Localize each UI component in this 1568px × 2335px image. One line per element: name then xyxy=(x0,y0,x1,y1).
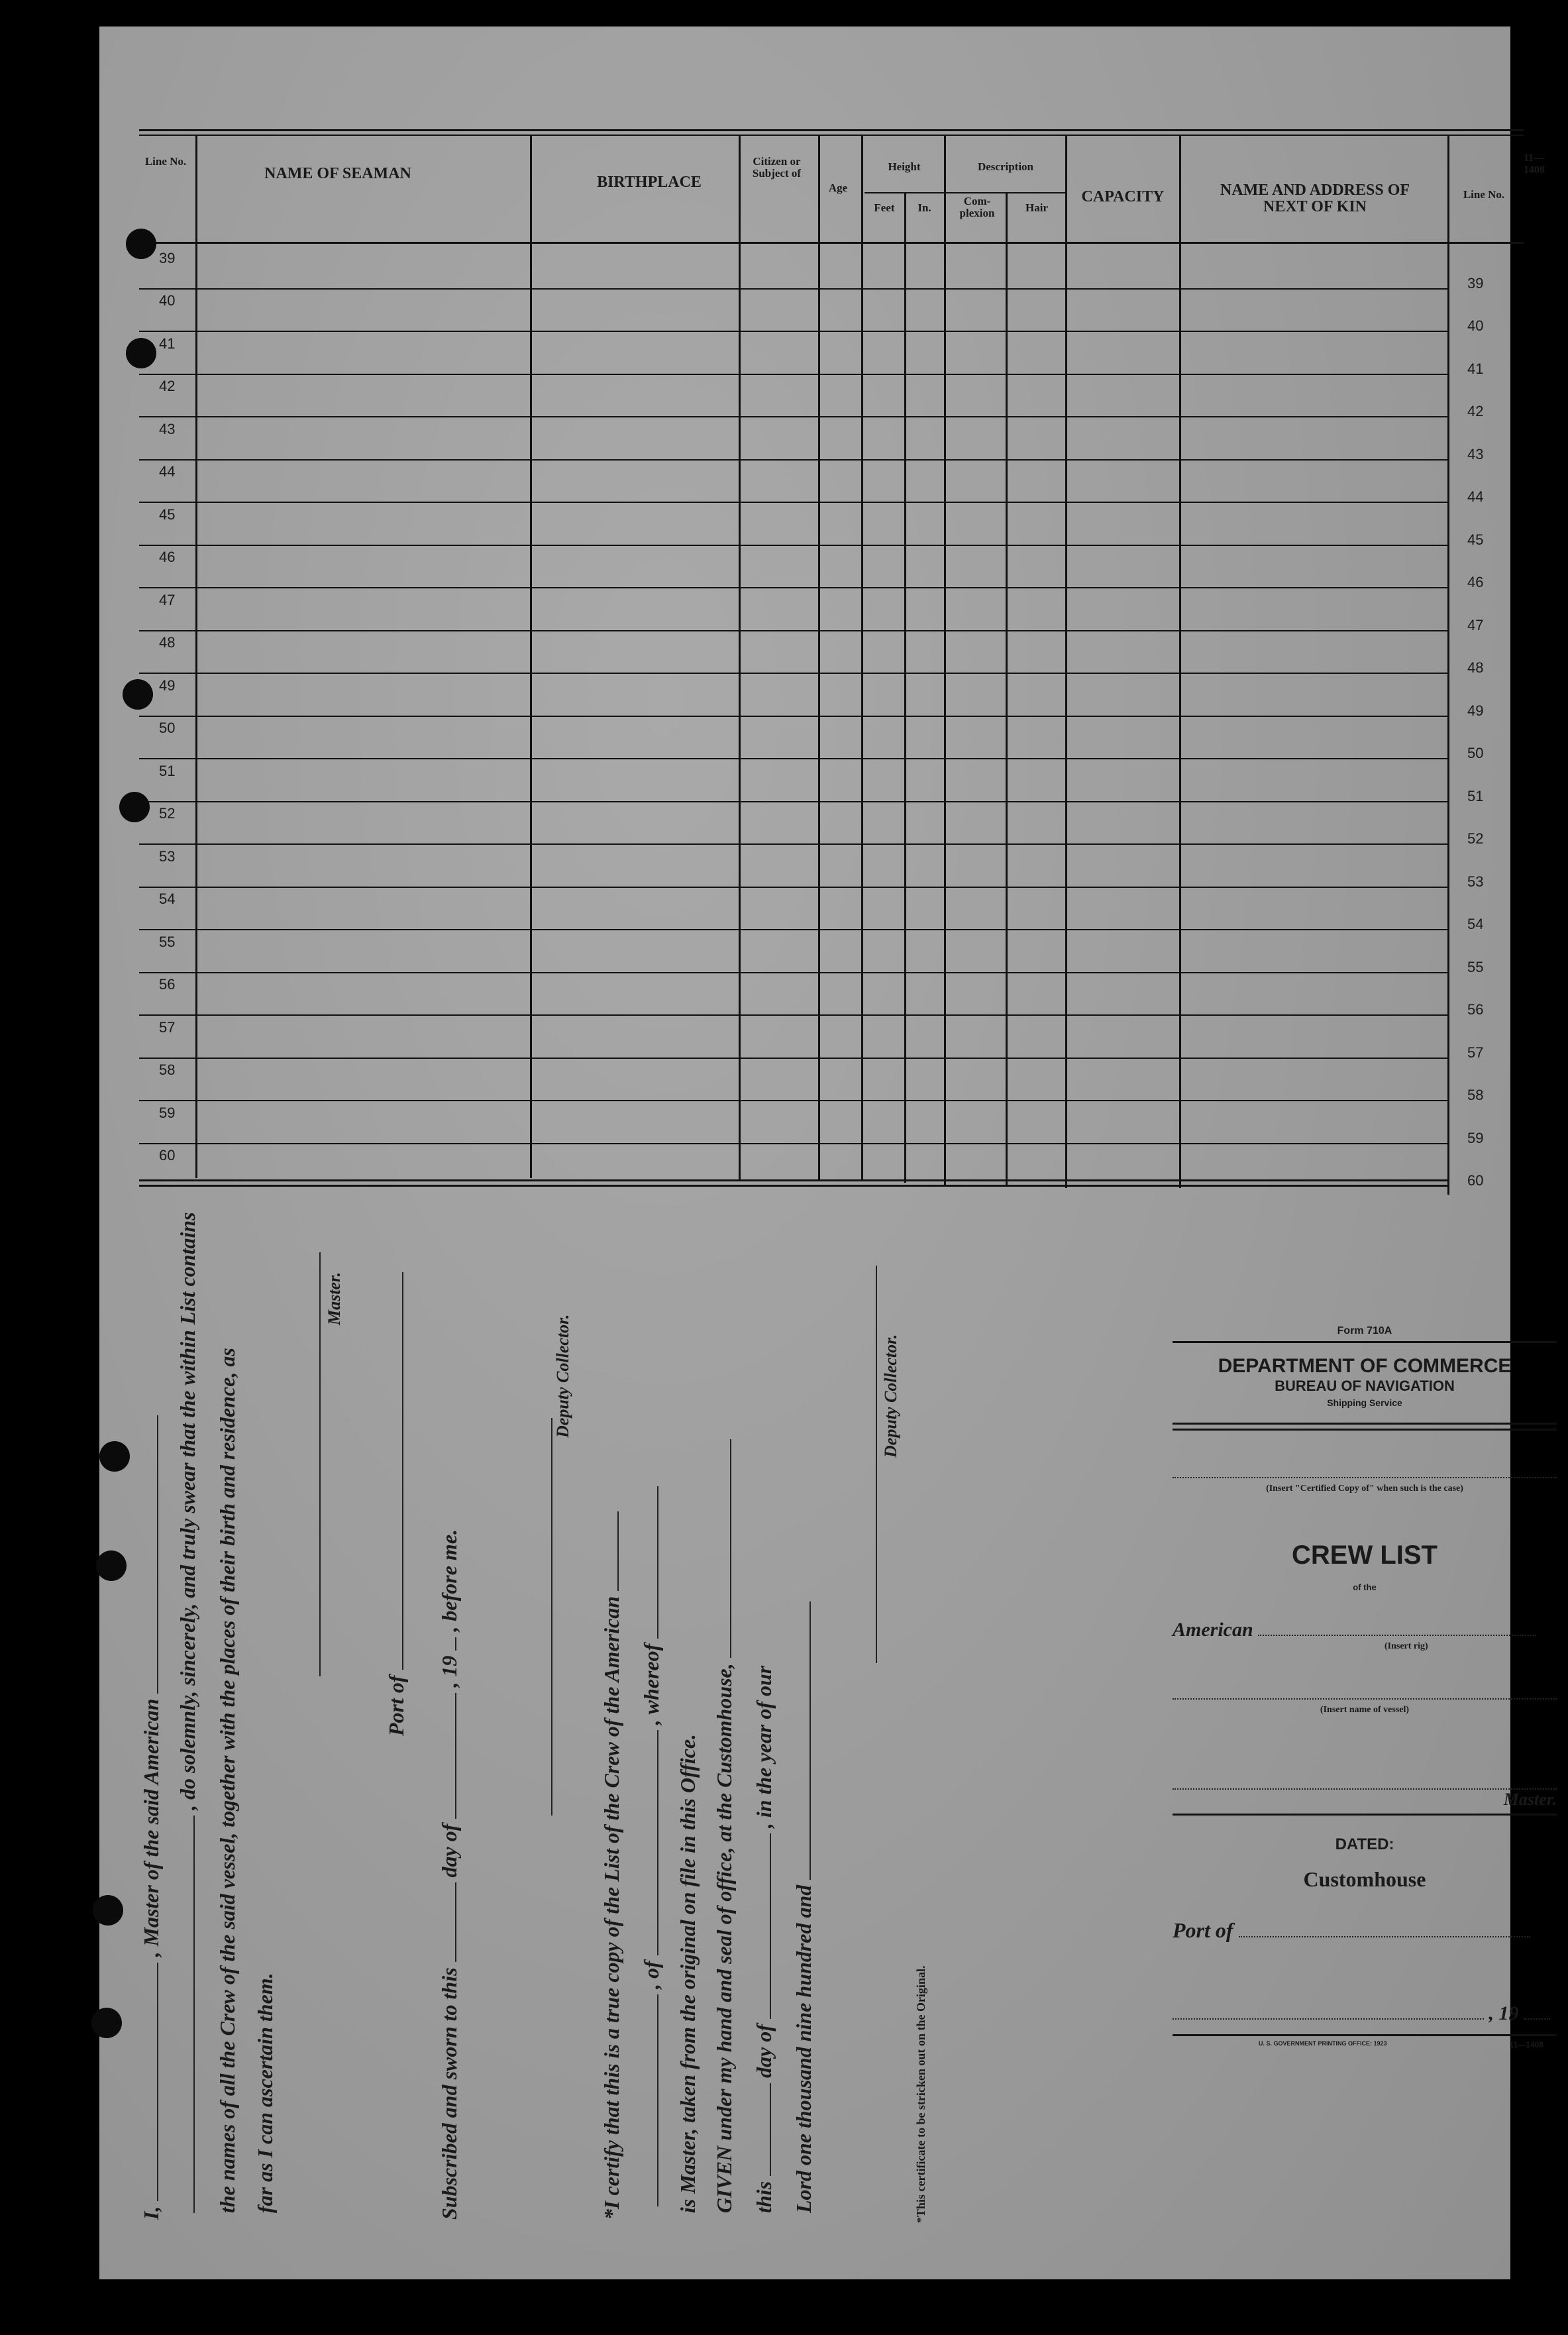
table-row xyxy=(139,929,1447,930)
line-number-left: 48 xyxy=(159,634,176,651)
service: Shipping Service xyxy=(1327,1397,1402,1408)
table-bottom-rule-2 xyxy=(139,1185,1447,1186)
oath-line-1 xyxy=(139,1415,164,2220)
deputy-signature-line-2 xyxy=(876,1266,877,1663)
line-number-left: 39 xyxy=(159,250,176,266)
certify-line-1 xyxy=(600,1511,624,2220)
certify-whereof: , whereof xyxy=(639,1643,663,1725)
line-number-right: 46 xyxy=(1467,574,1484,590)
col-rule xyxy=(861,135,863,1181)
line-number-left: 57 xyxy=(159,1019,176,1036)
table-row xyxy=(139,288,1447,290)
deputy-collector-2-line xyxy=(858,1266,882,1663)
table-row xyxy=(139,1143,1447,1144)
punch-hole xyxy=(99,1441,130,1472)
master-signature xyxy=(301,1252,326,1676)
cover-rule xyxy=(1173,1814,1557,1816)
col-rule xyxy=(1006,192,1008,1186)
col-rule xyxy=(1447,135,1449,1195)
header-inches: In. xyxy=(917,201,931,214)
cover-port-blank xyxy=(1239,1936,1530,1937)
line-number-right: 43 xyxy=(1467,446,1484,462)
line-number-right: 44 xyxy=(1467,488,1484,505)
table-row xyxy=(139,673,1447,674)
subscribed-before: , before me. xyxy=(437,1529,461,1632)
col-rule xyxy=(818,135,820,1181)
printer-imprint: U. S. GOVERNMENT PRINTING OFFICE: 1923 xyxy=(1259,2040,1387,2047)
cover-rule xyxy=(1173,1423,1557,1425)
header-line-no-right: Line No. xyxy=(1463,188,1505,201)
line-number-right: 60 xyxy=(1467,1172,1484,1189)
oath-swear: , do solemnly, sincerely, and truly swear that the within List contains xyxy=(176,1212,199,1810)
given-text: GIVEN under my hand and seal of office, at the Customhouse, xyxy=(712,1663,736,2213)
american-label: American xyxy=(1173,1619,1253,1641)
table-row xyxy=(139,1014,1447,1016)
oath-line-2 xyxy=(176,1212,200,2213)
line-number-right: 58 xyxy=(1467,1087,1484,1103)
footnote: *This certificate to be stricken out on the Original. xyxy=(914,1965,927,2223)
table-row xyxy=(139,374,1447,375)
table-row xyxy=(139,630,1447,631)
dated: DATED: xyxy=(1335,1835,1394,1853)
oath-vessel-blank xyxy=(157,1415,158,1694)
insert-vessel: (Insert name of vessel) xyxy=(1320,1705,1410,1715)
table-top-rule-2 xyxy=(139,135,1524,136)
header-bottom-rule xyxy=(139,242,1524,244)
col-rule xyxy=(530,135,532,1178)
cover-port-line xyxy=(1173,1918,1557,1943)
cover-date-blank xyxy=(1173,2018,1484,2020)
line-number-left: 58 xyxy=(159,1061,176,1078)
this-month-blank xyxy=(770,1833,771,2019)
line-number-right: 56 xyxy=(1467,1001,1484,1018)
crew-table xyxy=(139,129,1524,1189)
subscribed-year-blank xyxy=(455,1637,456,1651)
line-number-right: 41 xyxy=(1467,360,1484,377)
line-number-left: 49 xyxy=(159,677,176,694)
deputy-collector-1: Deputy Collector. xyxy=(553,1314,572,1438)
line-number-left: 50 xyxy=(159,720,176,736)
lord-blank xyxy=(810,1602,811,1880)
line-number-left: 54 xyxy=(159,891,176,907)
cover-panel xyxy=(1173,1325,1557,2049)
table-row xyxy=(139,716,1447,717)
header-line-no: Line No. xyxy=(144,155,187,168)
line-number-right: 42 xyxy=(1467,403,1484,419)
oath-port xyxy=(384,1272,409,1736)
line-number-right: 53 xyxy=(1467,873,1484,890)
punch-hole xyxy=(96,1550,127,1581)
bureau: BUREAU OF NAVIGATION xyxy=(1275,1378,1455,1394)
cover-year-blank xyxy=(1524,2018,1550,2020)
cover-port-label: Port of xyxy=(1173,1918,1233,1942)
line-number-right: 40 xyxy=(1467,317,1484,334)
table-row xyxy=(139,843,1447,845)
line-number-right: 45 xyxy=(1467,531,1484,548)
line-number-left: 46 xyxy=(159,549,176,565)
table-row xyxy=(139,758,1447,759)
header-hair: Hair xyxy=(1025,201,1048,214)
line-number-right: 50 xyxy=(1467,745,1484,761)
line-number-right: 54 xyxy=(1467,916,1484,932)
this-day-of: day of xyxy=(752,2024,776,2078)
punch-hole xyxy=(91,2008,122,2038)
header-feet: Feet xyxy=(874,201,895,214)
rig-blank xyxy=(1258,1635,1536,1636)
of-the: of the xyxy=(1353,1582,1377,1592)
line-number-right: 49 xyxy=(1467,702,1484,719)
line-number-left: 40 xyxy=(159,292,176,309)
oath-line-3: the names of all the Crew of the said vessel, together with the places of their birth and residence, as xyxy=(215,1348,239,2213)
customhouse: Customhouse xyxy=(1303,1867,1426,1891)
american-line xyxy=(1173,1619,1557,1641)
table-row xyxy=(139,1058,1447,1059)
line-number-left: 42 xyxy=(159,378,176,394)
line-number-right: 47 xyxy=(1467,617,1484,633)
given-line xyxy=(712,1439,737,2213)
lord-line xyxy=(792,1602,816,2213)
line-number-left: 51 xyxy=(159,763,176,779)
certify-of-blank xyxy=(657,1730,658,1955)
header-description: Description xyxy=(977,160,1034,173)
oath-master-label: Master. xyxy=(325,1272,344,1325)
department: DEPARTMENT OF COMMERCE xyxy=(1218,1355,1512,1377)
deputy-collector-2: Deputy Collector. xyxy=(881,1334,900,1458)
vessel-blank xyxy=(1173,1698,1557,1700)
crew-list-title: CREW LIST xyxy=(1292,1541,1437,1570)
line-number-left: 53 xyxy=(159,848,176,865)
line-number-left: 56 xyxy=(159,976,176,993)
deputy-signature-line xyxy=(551,1418,552,1816)
line-number-left: 43 xyxy=(159,421,176,437)
line-number-right: 55 xyxy=(1467,959,1484,975)
certify-line-3: is Master, taken from the original on file in this Office. xyxy=(676,1733,700,2213)
this-line xyxy=(752,1666,776,2213)
oath-blank xyxy=(193,1816,195,2213)
table-row xyxy=(139,459,1447,461)
deputy-collector-1-line xyxy=(533,1418,558,1816)
punch-hole xyxy=(126,229,156,259)
form-code-top: 11—1408 xyxy=(1524,152,1545,176)
certify-blank xyxy=(657,1994,658,2206)
line-number-left: 41 xyxy=(159,335,176,352)
subscribed-year: , 19 xyxy=(437,1655,461,1688)
oath-i: I, xyxy=(139,2206,163,2220)
header-name-of-seaman: NAME OF SEAMAN xyxy=(264,165,411,182)
subscribed-text: Subscribed and sworn to this xyxy=(437,1967,461,2220)
subscribed-day-blank xyxy=(455,1882,456,1962)
oath-port-blank xyxy=(402,1272,403,1670)
line-number-left: 55 xyxy=(159,934,176,950)
col-rule xyxy=(195,135,197,1178)
subscribed-month-blank xyxy=(455,1693,456,1819)
line-number-right: 51 xyxy=(1467,788,1484,804)
table-row xyxy=(139,1100,1447,1101)
header-age: Age xyxy=(828,182,848,194)
punch-hole xyxy=(119,792,150,822)
header-next-of-kin: NAME AND ADDRESS OF NEXT OF KIN xyxy=(1220,182,1410,216)
cover-year: , 19 xyxy=(1489,2002,1519,2024)
header-citizen: Citizen or Subject of xyxy=(752,155,802,180)
table-row xyxy=(139,801,1447,802)
oath-subscribed xyxy=(437,1529,462,2220)
cover-footer xyxy=(1173,2040,1557,2049)
oath-port-label: Port of xyxy=(384,1675,408,1736)
table-row xyxy=(139,972,1447,973)
cover-rule xyxy=(1173,2034,1557,2036)
cover-rule xyxy=(1173,1429,1557,1431)
line-number-right: 57 xyxy=(1467,1044,1484,1061)
cover-master: Master. xyxy=(1503,1790,1557,1809)
line-number-right: 59 xyxy=(1467,1130,1484,1146)
certify-text: *I certify that this is a true copy of the List of the Crew of the American xyxy=(600,1596,623,2220)
this-text: this xyxy=(752,2181,776,2213)
oath-master-american: , Master of the said American xyxy=(139,1698,163,1957)
insert-certified: (Insert "Certified Copy of" when such is the case) xyxy=(1266,1484,1463,1493)
given-blank xyxy=(730,1439,731,1658)
line-number-left: 59 xyxy=(159,1105,176,1121)
form-number: Form 710A xyxy=(1337,1325,1392,1336)
header-complexion: Com-plexion xyxy=(959,195,995,219)
col-rule xyxy=(739,135,741,1181)
lord-text: Lord one thousand nine hundred and xyxy=(792,1884,815,2213)
punch-hole xyxy=(126,338,156,368)
this-year-of-our: , in the year of our xyxy=(752,1665,776,1829)
certify-vessel-blank xyxy=(617,1511,619,1591)
line-number-left: 47 xyxy=(159,592,176,608)
certify-of: , of xyxy=(639,1961,663,1989)
header-height: Height xyxy=(888,160,921,173)
line-number-right: 39 xyxy=(1467,275,1484,292)
cover-rule xyxy=(1173,1341,1557,1343)
this-day-blank xyxy=(770,2083,771,2176)
line-number-right: 52 xyxy=(1467,830,1484,847)
line-number-left: 45 xyxy=(159,506,176,523)
table-row xyxy=(139,331,1447,332)
certify-line-2 xyxy=(639,1486,664,2206)
certified-blank xyxy=(1173,1477,1557,1478)
line-number-right: 48 xyxy=(1467,659,1484,676)
col-rule xyxy=(1179,135,1181,1188)
subscribed-day-of: day of xyxy=(437,1823,461,1878)
col-rule xyxy=(944,135,946,1185)
line-number-left: 44 xyxy=(159,463,176,480)
header-birthplace: BIRTHPLACE xyxy=(597,174,702,191)
header-capacity: CAPACITY xyxy=(1081,188,1165,205)
insert-rig: (Insert rig) xyxy=(1385,1641,1428,1651)
col-rule xyxy=(1065,135,1067,1188)
table-row xyxy=(139,545,1447,546)
line-number-left: 52 xyxy=(159,805,176,822)
table-bottom-rule xyxy=(139,1179,1447,1181)
master-signature-line xyxy=(319,1252,321,1676)
col-rule xyxy=(904,192,906,1183)
punch-hole xyxy=(93,1895,123,1926)
table-row xyxy=(139,887,1447,888)
document-sheet xyxy=(99,27,1557,2279)
punch-hole xyxy=(123,679,153,710)
certify-whereof-blank xyxy=(657,1486,658,1639)
oath-name-blank xyxy=(157,1963,158,2201)
line-number-left: 60 xyxy=(159,1147,176,1164)
form-code-bottom: 11—1408 xyxy=(1509,2040,1543,2049)
table-row xyxy=(139,587,1447,588)
cover-date-line xyxy=(1173,2002,1557,2025)
table-row xyxy=(139,416,1447,417)
table-top-rule xyxy=(139,129,1524,131)
oath-line-4: far as I can ascertain them. xyxy=(253,1973,277,2213)
table-row xyxy=(139,502,1447,503)
